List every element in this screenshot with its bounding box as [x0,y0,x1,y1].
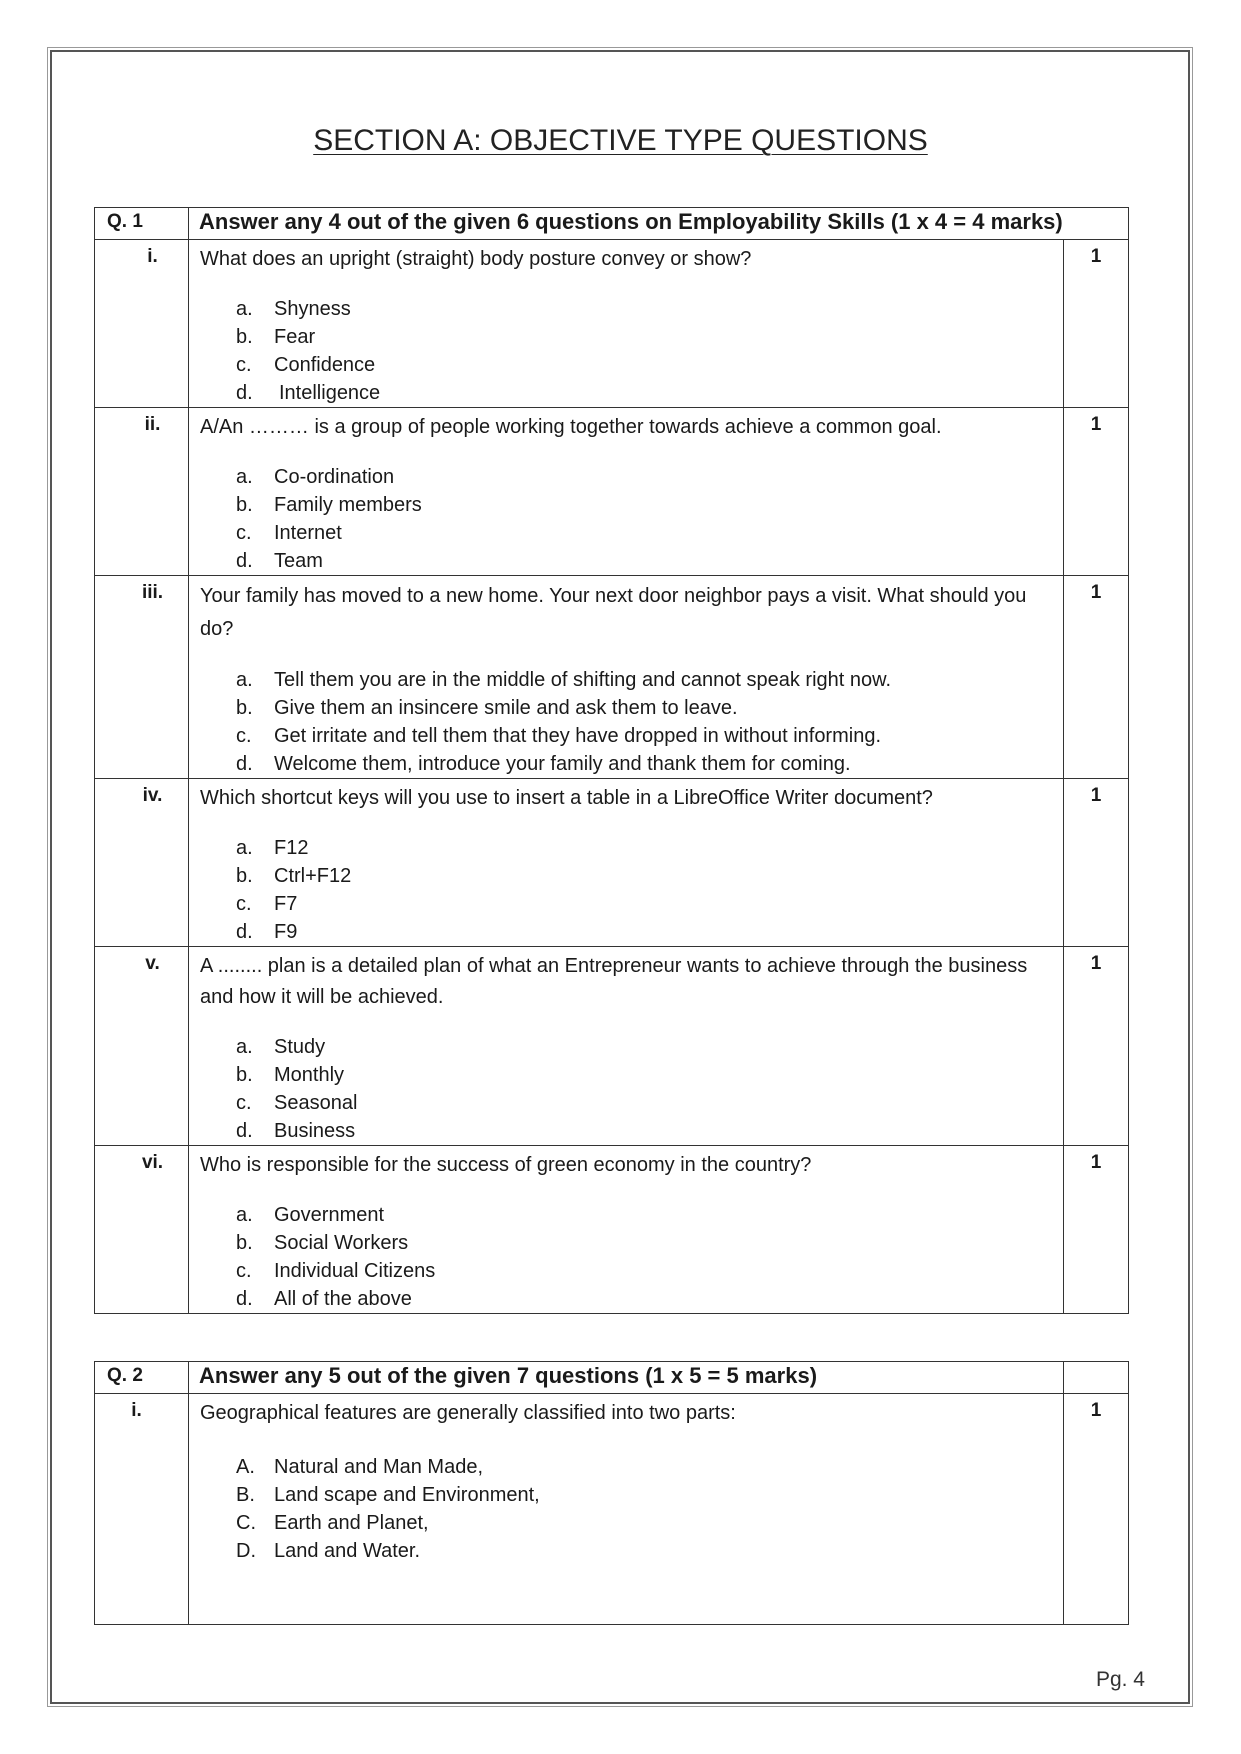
option-list [200,1033,1053,1145]
option-text: Team [274,550,323,572]
option [236,694,1053,722]
option [236,351,1053,379]
option [236,323,1053,351]
question-1-table [94,207,1129,1314]
item-stem: A/An ……… is a group of people working together towards achieve a common goal. [200,416,942,438]
option-text: Confidence [274,354,376,376]
option-text: Ctrl+F12 [274,865,352,887]
option-list [200,834,1053,946]
option-letter: a. [236,669,253,691]
option [236,295,1053,323]
item-mark: 1 [1064,408,1129,576]
question-item [95,408,1129,576]
option [236,1033,1053,1061]
option-letter: b. [236,697,253,719]
option-letter: b. [236,1064,253,1086]
option [236,1257,1053,1285]
option-letter: a. [236,1036,253,1058]
option-text: Earth and Planet, [274,1512,429,1534]
option-text: Shyness [274,298,351,320]
option [236,666,1053,694]
option [236,1285,1053,1313]
option [236,1453,1053,1481]
option-letter: c. [236,522,252,544]
question-item [95,947,1129,1146]
option [236,834,1053,862]
item-stem: A ........ plan is a detailed plan of what an Entrepreneur wants to achieve through the business and how it will be achieved. [200,955,1028,1008]
item-stem: Which shortcut keys will you use to insert a table in a LibreOffice Writer document? [200,787,933,809]
item-number: iv. [95,779,189,947]
option-list [200,463,1053,575]
option-list [200,295,1053,407]
option-text: Individual Citizens [274,1260,436,1282]
option-letter: d. [236,1120,253,1142]
option [236,750,1053,778]
option-text: Monthly [274,1064,345,1086]
question-1-header [95,208,1129,240]
item-stem: Who is responsible for the success of green economy in the country? [200,1154,812,1176]
item-number: vi. [95,1146,189,1314]
option-text: Land scape and Environment, [274,1484,540,1506]
option-text: Get irritate and tell them that they have dropped in without informing. [274,725,882,747]
option-letter: c. [236,725,252,747]
option-text: Family members [274,494,422,516]
option-text: F12 [274,837,309,859]
item-mark: 1 [1064,779,1129,947]
option-text: All of the above [274,1288,412,1310]
option-text: Intelligence [279,382,381,404]
option-letter: b. [236,494,253,516]
option-text: Co-ordination [274,466,395,488]
option [236,1089,1053,1117]
section-title: SECTION A: OBJECTIVE TYPE QUESTIONS [313,124,928,157]
question-label: Q. 1 [95,208,189,240]
option-list [200,666,1053,778]
option [236,379,1053,407]
option [236,1509,1053,1537]
option-letter: d. [236,550,253,572]
question-item [95,240,1129,408]
option-text: Natural and Man Made, [274,1456,484,1478]
mark-header-cell [1064,1362,1129,1394]
question-title: Answer any 4 out of the given 6 questions on Employability Skills (1 x 4 = 4 marks) [189,208,1129,240]
option-text: F7 [274,893,298,915]
question-item [95,779,1129,947]
option-letter: d. [236,382,253,404]
option-letter: c. [236,1092,252,1114]
option-letter: a. [236,298,253,320]
question-title: Answer any 5 out of the given 7 questions (1 x 5 = 5 marks) [189,1362,1064,1394]
option-text: Social Workers [274,1232,409,1254]
option [236,862,1053,890]
option [236,491,1053,519]
option-letter: c. [236,1260,252,1282]
option-text: Land and Water. [274,1540,421,1562]
item-mark: 1 [1064,240,1129,408]
item-number: i. [95,240,189,408]
option-text: Study [274,1036,326,1058]
option-letter: d. [236,1288,253,1310]
option-list [200,1201,1053,1313]
option [236,918,1053,946]
item-number: i. [95,1394,189,1625]
option-letter: d. [236,921,253,943]
item-stem: Your family has moved to a new home. Your next door neighbor pays a visit. What should you do? [200,585,1027,640]
option-letter: c. [236,354,252,376]
option [236,1117,1053,1145]
item-stem: What does an upright (straight) body posture convey or show? [200,248,752,270]
item-mark: 1 [1064,1146,1129,1314]
option-text: Fear [274,326,316,348]
option-text: Give them an insincere smile and ask them to leave. [274,697,738,719]
option [236,1061,1053,1089]
option [236,722,1053,750]
option-text: Welcome them, introduce your family and thank them for coming. [274,753,851,775]
option-text: F9 [274,921,298,943]
option-letter: b. [236,865,253,887]
item-mark: 1 [1064,576,1129,779]
item-number: ii. [95,408,189,576]
option-letter: A. [236,1456,255,1478]
question-item [95,1394,1129,1625]
option-letter: b. [236,1232,253,1254]
option-letter: c. [236,893,252,915]
option [236,1229,1053,1257]
item-mark: 1 [1064,1394,1129,1625]
option [236,1201,1053,1229]
option [236,890,1053,918]
option-letter: b. [236,326,253,348]
option-text: Business [274,1120,356,1142]
option-letter: a. [236,837,253,859]
item-mark: 1 [1064,947,1129,1146]
page-number: Pg. 4 [1095,1668,1145,1691]
option [236,463,1053,491]
question-2-table [94,1361,1129,1625]
option-text: Internet [274,522,342,544]
option-letter: a. [236,1204,253,1226]
option [236,547,1053,575]
option [236,1481,1053,1509]
item-number: v. [95,947,189,1146]
question-2-header [95,1362,1129,1394]
item-stem: Geographical features are generally classified into two parts: [200,1402,736,1424]
option [236,519,1053,547]
question-label: Q. 2 [95,1362,189,1394]
option-text: Government [274,1204,385,1226]
option-list [200,1453,1053,1565]
item-number: iii. [95,576,189,779]
option-letter: a. [236,466,253,488]
option-text: Tell them you are in the middle of shifting and cannot speak right now. [274,669,892,691]
option-letter: D. [236,1540,256,1562]
option-text: Seasonal [274,1092,358,1114]
option-letter: B. [236,1484,255,1506]
question-item [95,1146,1129,1314]
option-letter: d. [236,753,253,775]
question-item [95,576,1129,779]
option-letter: C. [236,1512,256,1534]
option [236,1537,1053,1565]
